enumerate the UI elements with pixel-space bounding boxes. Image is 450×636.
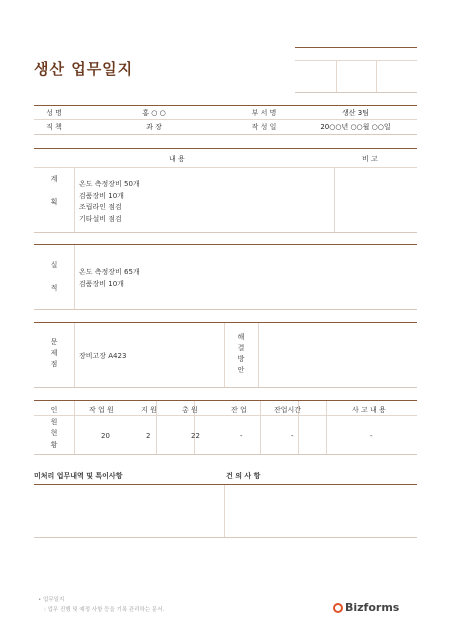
result-label-1: 실 [50, 261, 58, 269]
staff-value-total[interactable]: 22 [191, 432, 200, 440]
suggestion-label: 건 의 사 항 [226, 472, 261, 480]
list-item: 기타설비 점검 [79, 214, 122, 223]
staff-header-support: 지 원 [141, 406, 157, 414]
staff-section [34, 400, 417, 455]
position-value[interactable]: 과 장 [146, 122, 162, 131]
bizforms-logo-icon [333, 603, 343, 613]
plan-label-2: 획 [50, 198, 58, 206]
result-label-2: 적 [50, 284, 58, 292]
staff-value-support[interactable]: 2 [146, 432, 151, 440]
footer-note-title: • 업무일지 [38, 597, 65, 603]
content-header: 내 용 [169, 155, 185, 163]
brand-logo: Bizforms [333, 601, 399, 614]
position-label: 직 책 [46, 122, 62, 131]
list-item: 온도 측정장비 65개 [79, 268, 140, 276]
footer-note-desc: : 업무 진행 및 예정 사항 등을 기록 관리하는 문서. [44, 607, 165, 613]
list-item: 온도 측정장비 50개 [79, 180, 140, 188]
suggestion-field[interactable] [225, 485, 417, 537]
name-value[interactable]: 홍 ○ ○ [142, 108, 166, 117]
info-table [34, 106, 417, 133]
staff-label: 인 원 현 황 [50, 406, 58, 449]
name-label: 성 명 [46, 108, 62, 117]
bottom-section [34, 484, 417, 538]
unfinished-field[interactable] [34, 485, 224, 537]
staff-header-total: 총 원 [182, 406, 198, 414]
result-items[interactable] [79, 267, 140, 290]
staff-value-incident[interactable]: - [370, 432, 373, 440]
solution-label: 해 결 방 안 [237, 333, 245, 374]
dept-value[interactable]: 생산 3팀 [342, 108, 369, 117]
list-item: 검품장비 10개 [79, 191, 124, 200]
plan-label-1: 계 [50, 175, 58, 183]
page-title: 생산 업무일지 [34, 60, 134, 78]
staff-header-overtime-hours: 잔업시간 [274, 406, 302, 414]
issue-content[interactable]: 장비고장 A423 [79, 352, 127, 360]
list-item: 조립라인 점검 [79, 203, 122, 211]
list-item: 검품장비 10개 [79, 279, 124, 288]
staff-value-overtime[interactable]: - [240, 432, 243, 440]
staff-header-workers: 작 업 원 [89, 406, 114, 414]
staff-value-overtime-hours[interactable]: - [291, 432, 294, 440]
plan-section [34, 148, 417, 233]
issue-section [34, 322, 417, 388]
plan-items[interactable] [79, 179, 140, 225]
unfinished-label: 미처리 업무내역 및 특이사항 [34, 472, 123, 480]
staff-header-overtime: 잔 업 [231, 406, 247, 414]
note-header: 비 고 [362, 155, 378, 163]
staff-value-workers[interactable]: 20 [101, 432, 110, 440]
staff-header-incident: 사 고 내 용 [352, 406, 386, 414]
result-section [34, 244, 417, 310]
dept-label: 부 서 명 [251, 108, 277, 117]
issue-label: 문 제 점 [50, 338, 58, 368]
approval-box [295, 47, 417, 93]
date-value[interactable]: 20○○년 ○○월 ○○일 [320, 122, 391, 131]
date-label: 작 성 일 [251, 122, 277, 131]
